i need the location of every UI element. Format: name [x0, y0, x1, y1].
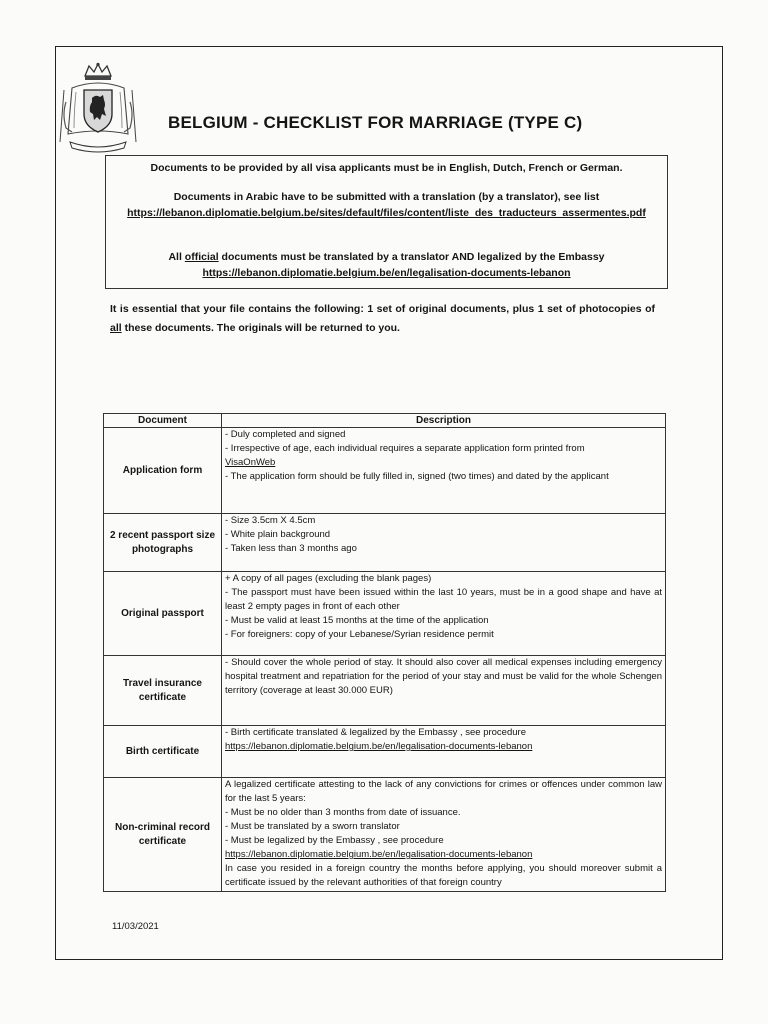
table-header-row [104, 414, 666, 428]
document-description: - Should cover the whole period of stay. It should also cover all medical expenses including emergency hospital treatment and repatriation for the period of your stay and must be valid for the whole Schengen territory (coverage at least 30.000 EUR) [222, 656, 666, 726]
legalisation-procedure-link[interactable]: https://lebanon.diplomatie.belgium.be/en/legalisation-documents-lebanon [225, 741, 533, 752]
table-row-photographs [104, 514, 666, 572]
intro-paragraph: It is essential that your file contains the following: 1 set of original documents, plus 1 set of photocopies of all these documents. The originals will be returned to you. [110, 303, 655, 334]
document-name: Non-criminal record certificate [104, 778, 222, 892]
table-row-original-passport [104, 572, 666, 656]
document-description: A legalized certificate attesting to the lack of any convictions for crimes or offences under common law for the last 5 years: - Must be no older than 3 months from date of issuance. - Must be translated by a sworn translator - Must be legalized by the Embassy , see procedure https://lebanon.diplomatie.belgium.be/en/legalisation-documents-lebanon In case you resided in a foreign country the months before applying, you should moreover submit a certificate issued by the relevant authorities of that foreign country [222, 778, 666, 892]
language-requirement-text: Documents to be provided by all visa applicants must be in English, Dutch, French or German. [150, 162, 623, 174]
legalization-text: All official documents must be translated by a translator AND legalized by the Embassy [168, 251, 605, 263]
document-description: - Birth certificate translated & legalized by the Embassy , see procedure https://lebanon.diplomatie.belgium.be/en/legalisation-documents-lebanon [222, 726, 666, 778]
table-row-application-form [104, 428, 666, 514]
header-description: Description [222, 414, 666, 428]
arabic-translation-notice [106, 189, 667, 221]
document-name: 2 recent passport size photographs [104, 514, 222, 572]
document-description: + A copy of all pages (excluding the blank pages) - The passport must have been issued within the last 10 years, must be in a good shape and have at least 2 empty pages in front of each other - Must be valid at least 15 months at the time of the application - For foreigners: copy of your Lebanese/Syrian residence permit [222, 572, 666, 656]
document-name: Travel insurance certificate [104, 656, 222, 726]
table-row-birth-certificate [104, 726, 666, 778]
document-checklist-table [103, 413, 666, 892]
arabic-translation-text: Documents in Arabic have to be submitted with a translation (by a translator), see list [173, 191, 600, 203]
document-name: Original passport [104, 572, 222, 656]
footer-date: 11/03/2021 [112, 921, 159, 932]
language-notice-box [105, 155, 668, 289]
page-title: BELGIUM - CHECKLIST FOR MARRIAGE (TYPE C) [168, 113, 583, 132]
document-description: - Size 3.5cm X 4.5cm - White plain background - Taken less than 3 months ago [222, 514, 666, 572]
legalization-notice [106, 249, 667, 281]
document-name: Birth certificate [104, 726, 222, 778]
table-row-travel-insurance [104, 656, 666, 726]
legalisation-link[interactable]: https://lebanon.diplomatie.belgium.be/en/legalisation-documents-lebanon [202, 267, 571, 279]
legalisation-procedure-link[interactable]: https://lebanon.diplomatie.belgium.be/en/legalisation-documents-lebanon [225, 849, 533, 860]
header-document: Document [104, 414, 222, 428]
table-row-non-criminal-record [104, 778, 666, 892]
document-description: - Duly completed and signed - Irrespective of age, each individual requires a separate application form printed from VisaOnWeb - The application form should be fully filled in, signed (two times) and dated by the applicant [222, 428, 666, 514]
belgian-coat-of-arms-logo [58, 62, 138, 154]
document-name: Application form [104, 428, 222, 514]
translators-list-link[interactable]: https://lebanon.diplomatie.belgium.be/sites/default/files/content/liste_des_traducteurs_assermentes.pdf [127, 207, 646, 219]
visaonweb-link[interactable]: VisaOnWeb [225, 457, 276, 468]
